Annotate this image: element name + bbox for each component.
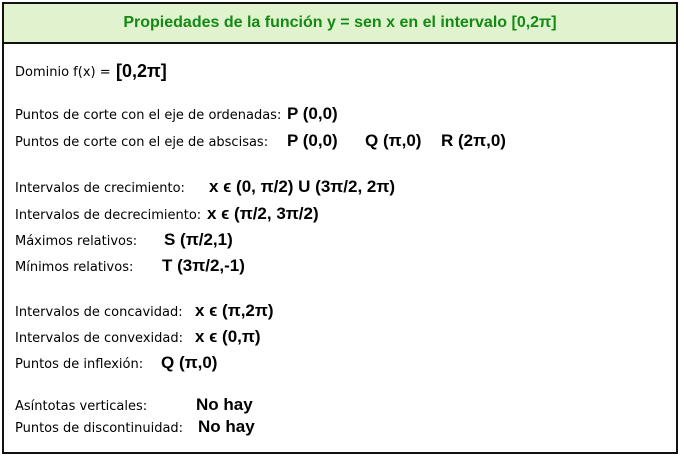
label-crecimiento: Intervalos de crecimiento: (15, 181, 185, 196)
value-dominio: [0,2π] (116, 61, 167, 81)
value-inflexion: Q (π,0) (161, 353, 218, 372)
properties-box (2, 2, 678, 454)
value-decrecimiento: x ϵ (π/2, 3π/2) (207, 204, 319, 223)
value-corte-ordenadas: P (0,0) (287, 104, 338, 123)
value-crecimiento: x ϵ (0, π/2) U (3π/2, 2π) (209, 177, 396, 196)
value-discontinuidad: No hay (198, 417, 255, 436)
value-corte-abscisas-r: R (2π,0) (441, 131, 506, 150)
label-discontinuidad: Puntos de discontinuidad: (15, 421, 184, 436)
value-maximos: S (π/2,1) (164, 230, 233, 249)
value-concavidad: x ϵ (π,2π) (195, 301, 274, 320)
value-asintotas: No hay (196, 395, 253, 414)
value-convexidad: x ϵ (0,π) (195, 327, 261, 346)
label-asintotas: Asíntotas verticales: (15, 399, 148, 414)
label-maximos: Máximos relativos: (15, 234, 138, 249)
label-corte-ordenadas: Puntos de corte con el eje de ordenadas: (15, 108, 282, 123)
label-corte-abscisas: Puntos de corte con el eje de abscisas: (15, 135, 269, 150)
value-corte-abscisas-p: P (0,0) (287, 131, 338, 150)
table-title: Propiedades de la función y = sen x en el intervalo [0,2π] (4, 4, 676, 44)
label-decrecimiento: Intervalos de decrecimiento: (15, 208, 202, 223)
label-concavidad: Intervalos de concavidad: (15, 305, 183, 320)
label-inflexion: Puntos de inflexión: (15, 357, 144, 372)
value-corte-abscisas-q: Q (π,0) (365, 131, 422, 150)
label-dominio: Dominio f(x) = (15, 65, 111, 80)
label-minimos: Mínimos relativos: (15, 260, 134, 275)
value-minimos: T (3π/2,-1) (162, 256, 245, 275)
label-convexidad: Intervalos de convexidad: (15, 331, 183, 346)
